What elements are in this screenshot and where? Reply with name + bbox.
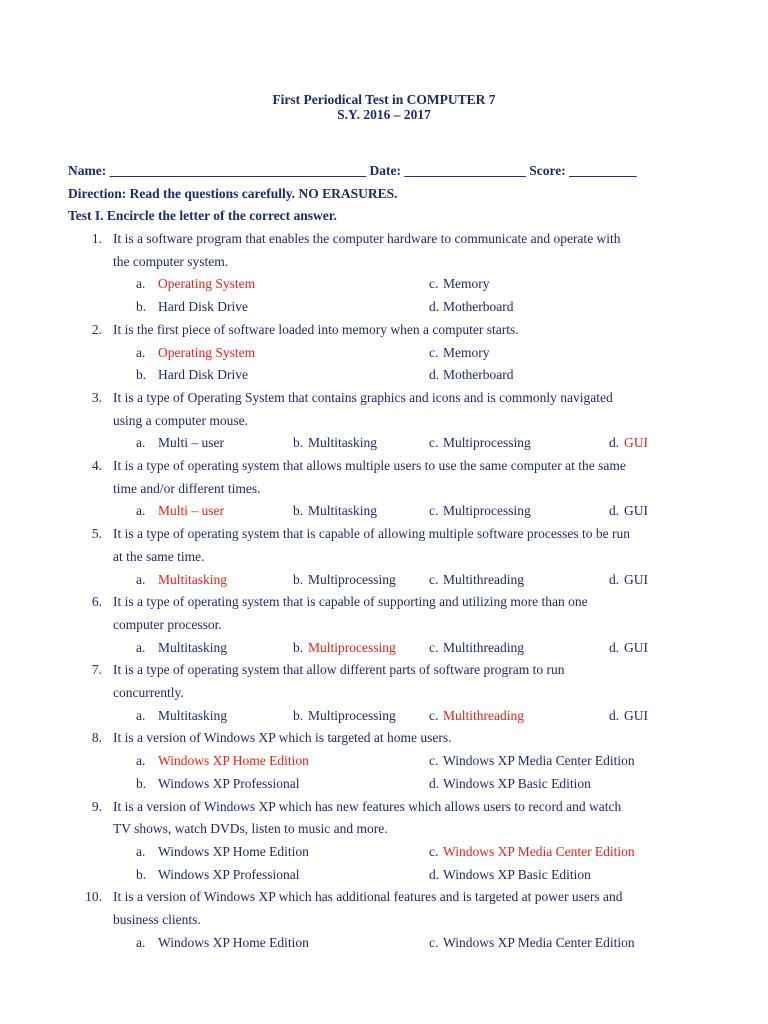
question-text: It is the first piece of software loaded into memory when a computer starts. xyxy=(113,321,519,337)
question-text: It is a version of Windows XP which has new features which allows users to record and watch xyxy=(113,798,622,814)
question-number: 4. xyxy=(91,458,102,473)
option-text: Hard Disk Drive xyxy=(158,299,248,315)
option-text: Multi – user xyxy=(158,435,224,451)
question-number: 10. xyxy=(85,889,102,905)
option-letter: a. xyxy=(136,571,146,587)
option-text: GUI xyxy=(624,707,648,723)
answer-option-c[interactable] xyxy=(429,708,524,724)
option-text: Motherboard xyxy=(443,299,514,315)
correct-answer-text: Operating System xyxy=(158,344,256,360)
answer-option-a[interactable] xyxy=(136,435,224,451)
option-letter: a. xyxy=(136,753,146,769)
option-text: Multithreading xyxy=(443,571,524,587)
option-letter: c. xyxy=(429,503,439,519)
option-text: Multiprocessing xyxy=(443,503,531,519)
question-number: 2. xyxy=(91,321,102,337)
option-text: Multitasking xyxy=(308,503,378,519)
option-letter: b. xyxy=(293,435,304,451)
correct-answer-text: Multi – user xyxy=(158,503,224,519)
question-number: 7. xyxy=(91,662,102,678)
option-letter: a. xyxy=(136,435,146,451)
question-text-continued: time and/or different times. xyxy=(113,480,261,496)
question-text-continued: at the same time. xyxy=(113,548,205,564)
option-text: GUI xyxy=(624,639,648,655)
option-letter: b. xyxy=(293,503,304,519)
option-letter: a. xyxy=(136,276,146,292)
answer-option-b[interactable] xyxy=(136,299,248,315)
answer-option-b[interactable] xyxy=(136,867,299,883)
option-text: Windows XP Basic Edition xyxy=(443,775,591,791)
correct-answer-text: Multiprocessing xyxy=(308,639,396,655)
question-number: 1. xyxy=(91,231,102,246)
answer-option-d[interactable] xyxy=(609,503,648,519)
option-text: Memory xyxy=(443,276,490,292)
question-text-continued: using a computer mouse. xyxy=(113,412,248,428)
answer-option-d[interactable] xyxy=(429,299,513,315)
school-year: S.Y. 2016 – 2017 xyxy=(337,107,431,122)
question-number: 3. xyxy=(91,389,102,405)
question-text-continued: TV shows, watch DVDs, listen to music and more. xyxy=(113,821,388,837)
direction-text: Direction: Read the questions carefully. NO ERASURES. xyxy=(68,186,398,201)
option-letter: c. xyxy=(429,344,439,360)
answer-option-c[interactable] xyxy=(429,276,490,292)
option-letter: d. xyxy=(609,503,620,519)
option-letter: a. xyxy=(136,707,146,723)
answer-option-d[interactable] xyxy=(429,776,591,792)
question-text-continued: computer processor. xyxy=(113,616,222,632)
question-text: It is a type of Operating System that contains graphics and icons and is commonly navigated xyxy=(113,389,613,405)
option-text: Multitasking xyxy=(308,435,378,451)
answer-option-c[interactable] xyxy=(429,435,531,451)
answer-option-b[interactable] xyxy=(136,367,248,383)
question-number: 9. xyxy=(91,798,102,814)
answer-option-a[interactable] xyxy=(136,276,255,292)
option-letter: a. xyxy=(136,843,146,859)
option-text: Multiprocessing xyxy=(308,707,396,723)
correct-answer-text: Windows XP Home Edition xyxy=(158,753,309,769)
answer-option-a[interactable] xyxy=(136,753,309,769)
answer-option-c[interactable] xyxy=(429,844,635,860)
option-text: GUI xyxy=(624,571,648,587)
student-info-line: Name: ______________________________________ Date: __________________ Score: __________ xyxy=(68,163,637,178)
option-letter: c. xyxy=(429,934,439,950)
option-letter: b. xyxy=(136,775,147,791)
answer-option-b[interactable] xyxy=(293,708,396,724)
question-text-continued: business clients. xyxy=(113,912,201,927)
option-letter: b. xyxy=(136,299,147,315)
answer-option-d[interactable] xyxy=(609,435,648,451)
option-letter: a. xyxy=(136,503,146,519)
option-text: Multithreading xyxy=(443,639,524,655)
option-text: Motherboard xyxy=(443,367,514,383)
option-text: Windows XP Media Center Edition xyxy=(443,753,635,769)
answer-option-a[interactable] xyxy=(136,345,255,361)
option-letter: a. xyxy=(136,344,146,360)
option-letter: a. xyxy=(136,934,146,950)
question-text-continued: the computer system. xyxy=(113,253,229,269)
answer-option-a[interactable] xyxy=(136,503,224,519)
option-text: Multitasking xyxy=(158,639,228,655)
option-letter: c. xyxy=(429,276,439,292)
option-letter: c. xyxy=(429,707,439,723)
option-letter: c. xyxy=(429,639,439,655)
option-text: Windows XP Basic Edition xyxy=(443,866,591,882)
answer-option-c[interactable] xyxy=(429,572,524,588)
option-letter: d. xyxy=(429,775,440,791)
option-letter: d. xyxy=(429,367,440,383)
answer-option-c[interactable] xyxy=(429,753,635,769)
answer-option-a[interactable] xyxy=(136,708,227,724)
correct-answer-text: Multitasking xyxy=(158,571,228,587)
answer-option-b[interactable] xyxy=(136,776,299,792)
test-heading: Test I. Encircle the letter of the correct answer. xyxy=(68,208,337,223)
question-text: It is a version of Windows XP which has additional features and is targeted at power users and xyxy=(113,889,623,905)
option-letter: b. xyxy=(293,707,304,723)
option-letter: b. xyxy=(293,639,304,655)
correct-answer-text: Windows XP Media Center Edition xyxy=(443,843,635,859)
option-letter: d. xyxy=(609,639,620,655)
correct-answer-text: GUI xyxy=(624,435,648,451)
question-number: 8. xyxy=(91,730,102,746)
option-text: Windows XP Home Edition xyxy=(158,934,309,950)
option-text: Multiprocessing xyxy=(443,435,531,451)
option-letter: a. xyxy=(136,639,146,655)
question-number: 5. xyxy=(91,526,102,542)
option-text: Hard Disk Drive xyxy=(158,367,248,383)
option-letter: c. xyxy=(429,435,439,451)
option-text: Memory xyxy=(443,344,490,360)
answer-option-b[interactable] xyxy=(293,640,396,656)
option-text: Windows XP Media Center Edition xyxy=(443,934,635,950)
option-letter: b. xyxy=(293,571,304,587)
option-letter: d. xyxy=(609,707,620,723)
option-letter: d. xyxy=(429,866,440,882)
answer-option-d[interactable] xyxy=(609,708,648,724)
answer-option-c[interactable] xyxy=(429,640,524,656)
option-letter: b. xyxy=(136,866,147,882)
question-text-continued: concurrently. xyxy=(113,685,184,700)
answer-option-b[interactable] xyxy=(293,503,377,519)
answer-option-d[interactable] xyxy=(429,367,513,383)
option-letter: c. xyxy=(429,843,439,859)
question-text: It is a type of operating system that is capable of allowing multiple software processes to be run xyxy=(113,526,630,542)
option-letter: d. xyxy=(609,571,620,587)
answer-option-c[interactable] xyxy=(429,935,635,951)
option-text: Windows XP Home Edition xyxy=(158,843,309,859)
question-number: 6. xyxy=(91,594,102,610)
answer-option-a[interactable] xyxy=(136,572,227,588)
correct-answer-text: Multithreading xyxy=(443,707,524,723)
correct-answer-text: Operating System xyxy=(158,276,256,292)
option-text: Multiprocessing xyxy=(308,571,396,587)
test-title: First Periodical Test in COMPUTER 7 xyxy=(272,92,496,107)
answer-option-a[interactable] xyxy=(136,935,309,951)
answer-option-b[interactable] xyxy=(293,572,396,588)
answer-option-c[interactable] xyxy=(429,345,490,361)
answer-option-b[interactable] xyxy=(293,435,377,451)
option-text: Windows XP Professional xyxy=(158,775,300,791)
option-letter: c. xyxy=(429,571,439,587)
question-text: It is a type of operating system that allows multiple users to use the same computer at the same xyxy=(113,458,626,473)
option-text: Multitasking xyxy=(158,707,228,723)
question-text: It is a type of operating system that allow different parts of software program to run xyxy=(113,662,565,678)
option-letter: d. xyxy=(609,435,620,451)
answer-option-a[interactable] xyxy=(136,844,309,860)
question-text: It is a software program that enables the computer hardware to communicate and operate with xyxy=(113,231,621,246)
answer-option-d[interactable] xyxy=(609,640,648,656)
answer-option-c[interactable] xyxy=(429,503,531,519)
answer-option-d[interactable] xyxy=(609,572,648,588)
option-text: Windows XP Professional xyxy=(158,866,300,882)
question-text: It is a version of Windows XP which is targeted at home users. xyxy=(113,730,452,746)
option-text: GUI xyxy=(624,503,648,519)
option-letter: b. xyxy=(136,367,147,383)
option-letter: c. xyxy=(429,753,439,769)
question-text: It is a type of operating system that is capable of supporting and utilizing more than one xyxy=(113,594,588,610)
option-letter: d. xyxy=(429,299,440,315)
answer-option-d[interactable] xyxy=(429,867,591,883)
answer-option-a[interactable] xyxy=(136,640,227,656)
